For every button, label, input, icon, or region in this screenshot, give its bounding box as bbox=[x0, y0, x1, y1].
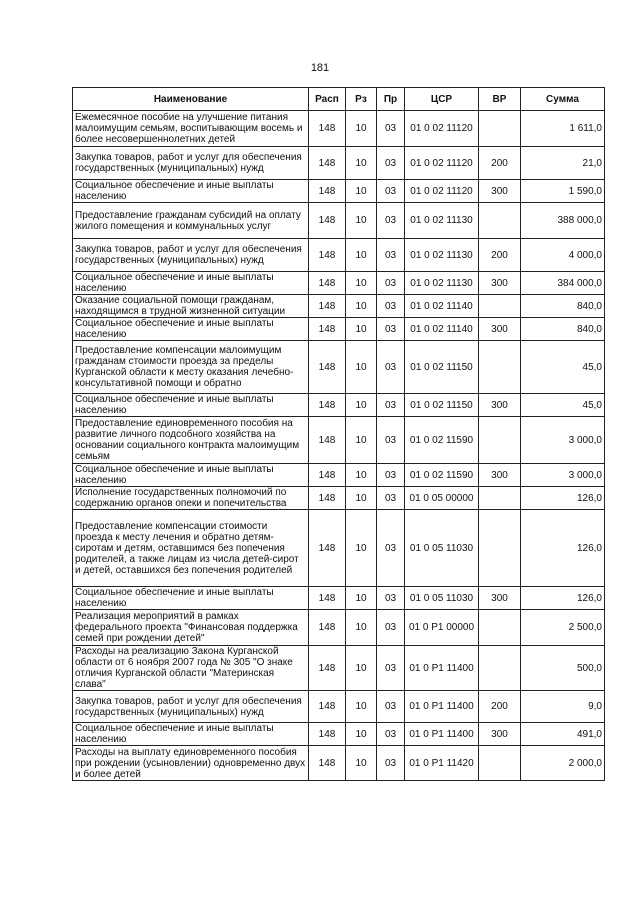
cell-sum: 2 000,0 bbox=[521, 746, 605, 781]
cell-csr: 01 0 02 11150 bbox=[405, 341, 479, 394]
cell-name: Социальное обеспечение и иные выплаты населению bbox=[73, 723, 309, 746]
table-row bbox=[73, 147, 605, 180]
cell-rz: 10 bbox=[346, 272, 377, 295]
cell-rasp: 148 bbox=[309, 691, 346, 723]
page-number: 181 bbox=[310, 62, 330, 74]
cell-vr: 300 bbox=[479, 318, 521, 341]
cell-pr: 03 bbox=[377, 180, 405, 203]
cell-vr: 300 bbox=[479, 464, 521, 487]
cell-rasp: 148 bbox=[309, 487, 346, 510]
cell-csr: 01 0 02 11130 bbox=[405, 239, 479, 272]
table-row bbox=[73, 239, 605, 272]
header-sum: Сумма bbox=[521, 88, 605, 111]
cell-sum: 126,0 bbox=[521, 487, 605, 510]
cell-vr: 300 bbox=[479, 394, 521, 417]
cell-name: Социальное обеспечение и иные выплаты населению bbox=[73, 180, 309, 203]
cell-csr: 01 0 02 11120 bbox=[405, 180, 479, 203]
cell-vr bbox=[479, 295, 521, 318]
cell-sum: 45,0 bbox=[521, 341, 605, 394]
table-row bbox=[73, 646, 605, 691]
cell-vr bbox=[479, 487, 521, 510]
cell-name: Реализация мероприятий в рамках федерального проекта "Финансовая поддержка семей при рождении детей" bbox=[73, 610, 309, 646]
table-row bbox=[73, 417, 605, 464]
cell-csr: 01 0 02 11590 bbox=[405, 464, 479, 487]
cell-rz: 10 bbox=[346, 487, 377, 510]
cell-sum: 500,0 bbox=[521, 646, 605, 691]
cell-rz: 10 bbox=[346, 610, 377, 646]
cell-sum: 840,0 bbox=[521, 318, 605, 341]
cell-rasp: 148 bbox=[309, 272, 346, 295]
header-rasp: Расп bbox=[309, 88, 346, 111]
cell-name: Социальное обеспечение и иные выплаты населению bbox=[73, 318, 309, 341]
cell-csr: 01 0 05 11030 bbox=[405, 587, 479, 610]
table-row bbox=[73, 341, 605, 394]
cell-sum: 3 000,0 bbox=[521, 417, 605, 464]
cell-csr: 01 0 02 11140 bbox=[405, 318, 479, 341]
cell-rasp: 148 bbox=[309, 610, 346, 646]
cell-rasp: 148 bbox=[309, 464, 346, 487]
cell-pr: 03 bbox=[377, 746, 405, 781]
cell-sum: 126,0 bbox=[521, 587, 605, 610]
cell-vr bbox=[479, 510, 521, 587]
cell-name: Закупка товаров, работ и услуг для обеспечения государственных (муниципальных) нужд bbox=[73, 691, 309, 723]
header-csr: ЦСР bbox=[405, 88, 479, 111]
cell-pr: 03 bbox=[377, 723, 405, 746]
table-row bbox=[73, 272, 605, 295]
cell-name: Оказание социальной помощи гражданам, находящимся в трудной жизненной ситуации bbox=[73, 295, 309, 318]
header-rz: Рз bbox=[346, 88, 377, 111]
cell-csr: 01 0 02 11150 bbox=[405, 394, 479, 417]
cell-rz: 10 bbox=[346, 394, 377, 417]
cell-pr: 03 bbox=[377, 203, 405, 239]
cell-rz: 10 bbox=[346, 510, 377, 587]
table-body bbox=[73, 111, 605, 781]
cell-pr: 03 bbox=[377, 272, 405, 295]
cell-csr: 01 0 P1 11400 bbox=[405, 723, 479, 746]
cell-sum: 384 000,0 bbox=[521, 272, 605, 295]
cell-vr: 200 bbox=[479, 239, 521, 272]
cell-rz: 10 bbox=[346, 464, 377, 487]
cell-sum: 9,0 bbox=[521, 691, 605, 723]
cell-vr bbox=[479, 417, 521, 464]
cell-pr: 03 bbox=[377, 394, 405, 417]
cell-name: Предоставление компенсации стоимости проезда к месту лечения и обратно детям-сиротам и детям, оставшимся без попечения родителей, а также лицам из числа детей-сирот и детей, оставшихся без попечения родителей bbox=[73, 510, 309, 587]
header-name: Наименование bbox=[73, 88, 309, 111]
cell-rz: 10 bbox=[346, 646, 377, 691]
cell-csr: 01 0 02 11590 bbox=[405, 417, 479, 464]
cell-sum: 388 000,0 bbox=[521, 203, 605, 239]
cell-csr: 01 0 05 11030 bbox=[405, 510, 479, 587]
header-vr: ВР bbox=[479, 88, 521, 111]
cell-rasp: 148 bbox=[309, 318, 346, 341]
cell-sum: 126,0 bbox=[521, 510, 605, 587]
table-row bbox=[73, 180, 605, 203]
cell-vr: 300 bbox=[479, 272, 521, 295]
cell-rz: 10 bbox=[346, 587, 377, 610]
cell-rasp: 148 bbox=[309, 510, 346, 587]
cell-sum: 1 611,0 bbox=[521, 111, 605, 147]
cell-rz: 10 bbox=[346, 203, 377, 239]
cell-rasp: 148 bbox=[309, 746, 346, 781]
cell-sum: 1 590,0 bbox=[521, 180, 605, 203]
cell-vr bbox=[479, 111, 521, 147]
cell-csr: 01 0 02 11140 bbox=[405, 295, 479, 318]
cell-pr: 03 bbox=[377, 341, 405, 394]
cell-pr: 03 bbox=[377, 111, 405, 147]
cell-sum: 840,0 bbox=[521, 295, 605, 318]
cell-csr: 01 0 P1 11400 bbox=[405, 691, 479, 723]
cell-pr: 03 bbox=[377, 295, 405, 318]
table-row bbox=[73, 111, 605, 147]
budget-table bbox=[72, 87, 605, 781]
cell-vr: 200 bbox=[479, 147, 521, 180]
cell-sum: 4 000,0 bbox=[521, 239, 605, 272]
table-row bbox=[73, 746, 605, 781]
table-header-row bbox=[73, 88, 605, 111]
table-row bbox=[73, 394, 605, 417]
cell-pr: 03 bbox=[377, 646, 405, 691]
cell-rasp: 148 bbox=[309, 239, 346, 272]
cell-csr: 01 0 02 11130 bbox=[405, 272, 479, 295]
table-row bbox=[73, 487, 605, 510]
table-row bbox=[73, 610, 605, 646]
header-pr: Пр bbox=[377, 88, 405, 111]
cell-csr: 01 0 P1 11400 bbox=[405, 646, 479, 691]
cell-vr bbox=[479, 341, 521, 394]
cell-name: Ежемесячное пособие на улучшение питания малоимущим семьям, воспитывающим восемь и более несовершеннолетних детей bbox=[73, 111, 309, 147]
table-row bbox=[73, 464, 605, 487]
cell-csr: 01 0 P1 11420 bbox=[405, 746, 479, 781]
cell-vr: 300 bbox=[479, 587, 521, 610]
cell-rz: 10 bbox=[346, 295, 377, 318]
cell-name: Расходы на выплату единовременного пособия при рождении (усыновлении) одновременно двух и более детей bbox=[73, 746, 309, 781]
cell-rasp: 148 bbox=[309, 341, 346, 394]
cell-sum: 491,0 bbox=[521, 723, 605, 746]
cell-rz: 10 bbox=[346, 180, 377, 203]
cell-name: Социальное обеспечение и иные выплаты населению bbox=[73, 272, 309, 295]
cell-pr: 03 bbox=[377, 510, 405, 587]
table-row bbox=[73, 510, 605, 587]
cell-rz: 10 bbox=[346, 111, 377, 147]
cell-rasp: 148 bbox=[309, 587, 346, 610]
cell-vr: 300 bbox=[479, 723, 521, 746]
cell-rz: 10 bbox=[346, 691, 377, 723]
cell-csr: 01 0 02 11130 bbox=[405, 203, 479, 239]
cell-vr bbox=[479, 203, 521, 239]
cell-rz: 10 bbox=[346, 417, 377, 464]
cell-sum: 45,0 bbox=[521, 394, 605, 417]
cell-pr: 03 bbox=[377, 610, 405, 646]
cell-vr: 300 bbox=[479, 180, 521, 203]
cell-rasp: 148 bbox=[309, 180, 346, 203]
cell-rasp: 148 bbox=[309, 203, 346, 239]
cell-vr bbox=[479, 610, 521, 646]
cell-sum: 21,0 bbox=[521, 147, 605, 180]
table-row bbox=[73, 295, 605, 318]
cell-pr: 03 bbox=[377, 464, 405, 487]
cell-name: Предоставление гражданам субсидий на оплату жилого помещения и коммунальных услуг bbox=[73, 203, 309, 239]
cell-pr: 03 bbox=[377, 147, 405, 180]
cell-name: Социальное обеспечение и иные выплаты населению bbox=[73, 394, 309, 417]
table-row bbox=[73, 203, 605, 239]
cell-csr: 01 0 02 11120 bbox=[405, 147, 479, 180]
table-row bbox=[73, 318, 605, 341]
table-row bbox=[73, 691, 605, 723]
cell-pr: 03 bbox=[377, 587, 405, 610]
cell-rz: 10 bbox=[346, 723, 377, 746]
cell-rz: 10 bbox=[346, 239, 377, 272]
cell-vr bbox=[479, 646, 521, 691]
cell-name: Закупка товаров, работ и услуг для обеспечения государственных (муниципальных) нужд bbox=[73, 147, 309, 180]
table-row bbox=[73, 587, 605, 610]
cell-pr: 03 bbox=[377, 318, 405, 341]
cell-pr: 03 bbox=[377, 239, 405, 272]
cell-rz: 10 bbox=[346, 147, 377, 180]
cell-name: Социальное обеспечение и иные выплаты населению bbox=[73, 464, 309, 487]
cell-name: Предоставление компенсации малоимущим гражданам стоимости проезда за пределы Курганской области к месту оказания лечебно-консультативной помощи и обратно bbox=[73, 341, 309, 394]
cell-vr: 200 bbox=[479, 691, 521, 723]
cell-sum: 2 500,0 bbox=[521, 610, 605, 646]
cell-pr: 03 bbox=[377, 417, 405, 464]
cell-rasp: 148 bbox=[309, 723, 346, 746]
cell-csr: 01 0 05 00000 bbox=[405, 487, 479, 510]
cell-rz: 10 bbox=[346, 341, 377, 394]
cell-name: Исполнение государственных полномочий по содержанию органов опеки и попечительства bbox=[73, 487, 309, 510]
cell-name: Предоставление единовременного пособия на развитие личного подсобного хозяйства на основании социального контракта малоимущим семьям bbox=[73, 417, 309, 464]
cell-sum: 3 000,0 bbox=[521, 464, 605, 487]
cell-name: Социальное обеспечение и иные выплаты населению bbox=[73, 587, 309, 610]
cell-rasp: 148 bbox=[309, 147, 346, 180]
table-row bbox=[73, 723, 605, 746]
cell-csr: 01 0 P1 00000 bbox=[405, 610, 479, 646]
cell-rasp: 148 bbox=[309, 295, 346, 318]
cell-rz: 10 bbox=[346, 318, 377, 341]
cell-vr bbox=[479, 746, 521, 781]
cell-rasp: 148 bbox=[309, 394, 346, 417]
cell-pr: 03 bbox=[377, 691, 405, 723]
cell-rasp: 148 bbox=[309, 111, 346, 147]
cell-name: Закупка товаров, работ и услуг для обеспечения государственных (муниципальных) нужд bbox=[73, 239, 309, 272]
cell-rasp: 148 bbox=[309, 646, 346, 691]
cell-rz: 10 bbox=[346, 746, 377, 781]
cell-rasp: 148 bbox=[309, 417, 346, 464]
cell-pr: 03 bbox=[377, 487, 405, 510]
cell-csr: 01 0 02 11120 bbox=[405, 111, 479, 147]
cell-name: Расходы на реализацию Закона Курганской области от 6 ноября 2007 года № 305 "О знаке отличия Курганской области "Материнская слава" bbox=[73, 646, 309, 691]
